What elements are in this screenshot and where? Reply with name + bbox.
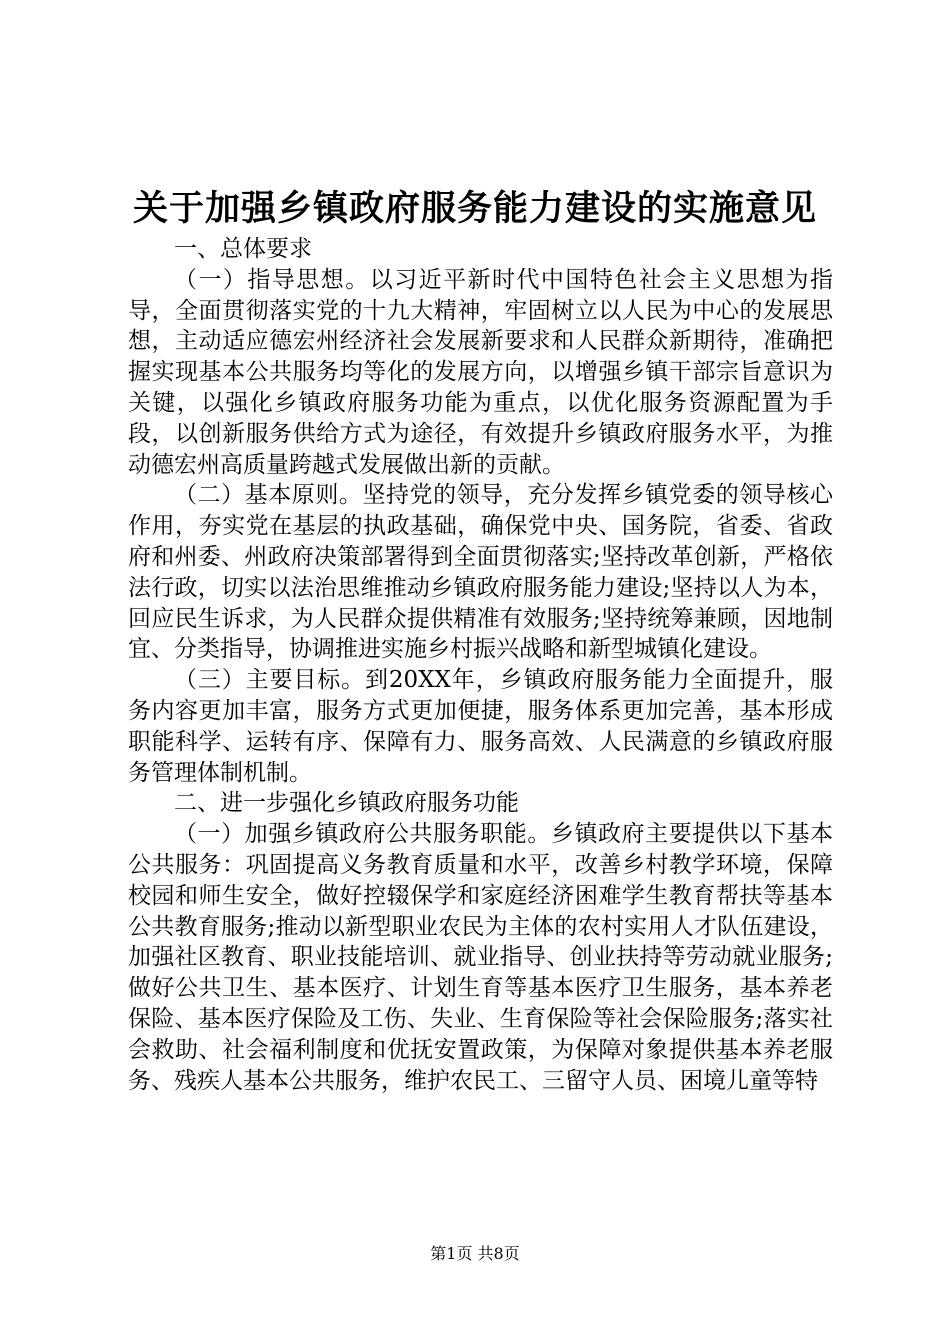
paragraph-guiding-ideology: （一）指导思想。以习近平新时代中国特色社会主义思想为指导，全面贯彻落实党的十九大精神，牢固树立以人民为中心的发展思想，主动适应德宏州经济社会发展新要求和人民群众新期待，准确把握实现基本公共服务均等化的发展方向，以增强乡镇干部宗旨意识为关键，以强化乡镇政府服务功能为重点，以优化服务资源配置为手段，以创新服务供给方式为途径，有效提升乡镇政府服务水平，为推动德宏州高质量跨越式发展做出新的贡献。 <box>128 266 833 478</box>
document-body <box>128 234 833 1096</box>
document-title: 关于加强乡镇政府服务能力建设的实施意见 <box>132 188 817 229</box>
paragraph-basic-principles: （二）基本原则。坚持党的领导，充分发挥乡镇党委的领导核心作用，夯实党在基层的执政基础，确保党中央、国务院，省委、省政府和州委、州政府决策部署得到全面贯彻落实;坚持改革创新，严格依法行政，切实以法治思维推动乡镇政府服务能力建设;坚持以人为本，回应民生诉求，为人民群众提供精准有效服务;坚持统筹兼顾，因地制宜、分类指导，协调推进实施乡村振兴战略和新型城镇化建设。 <box>128 482 833 663</box>
section-heading-2: 二、进一步强化乡镇政府服务功能 <box>174 790 519 817</box>
section-heading-1: 一、总体要求 <box>174 236 312 262</box>
paragraph-main-goals: （三）主要目标。到20XX年，乡镇政府服务能力全面提升，服务内容更加丰富，服务方式更加便捷，服务体系更加完善，基本形成职能科学、运转有序、保障有力、服务高效、人民满意的乡镇政府服务管理体制机制。 <box>128 667 833 786</box>
paragraph-public-service-functions: （一）加强乡镇政府公共服务职能。乡镇政府主要提供以下基本公共服务：巩固提高义务教育质量和水平，改善乡村教学环境，保障校园和师生安全，做好控辍保学和家庭经济困难学生教育帮扶等基本公共教育服务;推动以新型职业农民为主体的农村实用人才队伍建设，加强社区教育、职业技能培训、就业指导、创业扶持等劳动就业服务;做好公共卫生、基本医疗、计划生育等基本医疗卫生服务，基本养老保险、基本医疗保险及工伤、失业、生育保险等社会保险服务;落实社会救助、社会福利制度和优抚安置政策，为保障对象提供基本养老服务、残疾人基本公共服务，维护农民工、三留守人员、困境儿童等特 <box>128 821 833 1094</box>
page-number-footer: 第1页 共8页 <box>430 1244 520 1263</box>
